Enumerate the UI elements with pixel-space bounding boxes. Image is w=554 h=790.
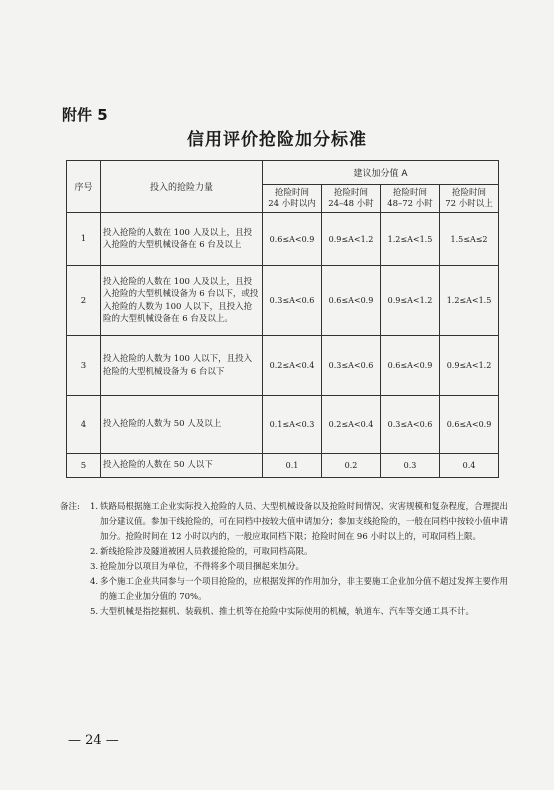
notes-section — [60, 500, 508, 620]
row-no: 4 — [67, 396, 101, 454]
header-time-3: 抢险时间 48–72 小时 — [381, 185, 440, 213]
table-row — [67, 396, 499, 454]
row-value: 1.5≤A≤2 — [440, 213, 499, 266]
row-value: 0.1≤A<0.3 — [263, 396, 322, 454]
note-item: 3. 抢险加分以项目为单位，不得将多个项目捆起来加分。 — [90, 562, 305, 572]
row-force: 投入抢险的人数在 100 人及以上，且投入抢险的大型机械设备为 6 台以下，或投入抢险的人数为 100 人以下，且投入抢险的大型机械设备在 6 台及以上。 — [101, 266, 263, 336]
row-no: 2 — [67, 266, 101, 336]
row-value: 0.6≤A<0.9 — [322, 266, 381, 336]
page-title: 信用评价抢险加分标准 — [187, 130, 367, 150]
row-value: 0.3≤A<0.6 — [322, 336, 381, 396]
note-item: 5. 大型机械是指挖掘机、装载机、推土机等在抢险中实际使用的机械，轨道车、汽车等交通工具不计。 — [90, 607, 475, 617]
header-time-4: 抢险时间 72 小时以上 — [440, 185, 499, 213]
scoring-table — [66, 160, 499, 478]
header-bonus-group: 建议加分值 A — [263, 161, 499, 185]
row-no: 3 — [67, 336, 101, 396]
row-force: 投入抢险的人数为 100 人以下，且投入抢险的大型机械设备为 6 台以下 — [101, 336, 263, 396]
row-force: 投入抢险的人数在 50 人以下 — [101, 454, 263, 478]
note-item: 2. 新线抢险涉及隧道被困人员救援抢险的，可取同档高限。 — [90, 547, 313, 557]
annex-label: 附件 5 — [62, 106, 108, 124]
row-force: 投入抢险的人数在 100 人及以上，且投入抢险的大型机械设备在 6 台及以上 — [101, 213, 263, 266]
header-time-2: 抢险时间 24–48 小时 — [322, 185, 381, 213]
row-value: 0.2≤A<0.4 — [263, 336, 322, 396]
row-value: 0.6≤A<0.9 — [440, 396, 499, 454]
row-value: 0.2 — [322, 454, 381, 478]
table-row — [67, 213, 499, 266]
row-value: 0.6≤A<0.9 — [263, 213, 322, 266]
row-value: 0.2≤A<0.4 — [322, 396, 381, 454]
row-value: 1.2≤A<1.5 — [381, 213, 440, 266]
note-item: 1. 铁路局根据施工企业实际投入抢险的人员、大型机械设备以及抢险时间情况、灾害规模和复杂程度，合理提出加分建议值。参加干线抢险的，可在同档中按较大值申请加分；参加支线抢险的，一般在同档中按较小值申请加分。抢险时间在 12 小时以内的，一般应取同档下限；抢险时间在 96 小时以上的，可取同档上限。 — [90, 502, 509, 542]
row-no: 5 — [67, 454, 101, 478]
row-value: 0.9≤A<1.2 — [440, 336, 499, 396]
row-force: 投入抢险的人数为 50 人及以上 — [101, 396, 263, 454]
header-no: 序号 — [67, 161, 101, 213]
notes-lead: 备注: — [60, 502, 80, 512]
page-number: — 24 — — [68, 733, 119, 748]
row-value: 0.3≤A<0.6 — [381, 396, 440, 454]
table-row — [67, 266, 499, 336]
row-no: 1 — [67, 213, 101, 266]
row-value: 0.4 — [440, 454, 499, 478]
notes-list — [60, 500, 508, 620]
row-value: 0.6≤A<0.9 — [381, 336, 440, 396]
note-item: 4. 多个施工企业共同参与一个项目抢险的，应根据发挥的作用加分，非主要施工企业加分值不超过发挥主要作用的施工企业加分值的 70%。 — [90, 577, 509, 602]
row-value: 0.9≤A<1.2 — [381, 266, 440, 336]
header-time-1: 抢险时间 24 小时以内 — [263, 185, 322, 213]
table-row — [67, 336, 499, 396]
row-value: 0.9≤A<1.2 — [322, 213, 381, 266]
row-value: 0.3≤A<0.6 — [263, 266, 322, 336]
row-value: 0.1 — [263, 454, 322, 478]
header-force: 投入的抢险力量 — [101, 161, 263, 213]
row-value: 0.3 — [381, 454, 440, 478]
row-value: 1.2≤A<1.5 — [440, 266, 499, 336]
table-row — [67, 454, 499, 478]
